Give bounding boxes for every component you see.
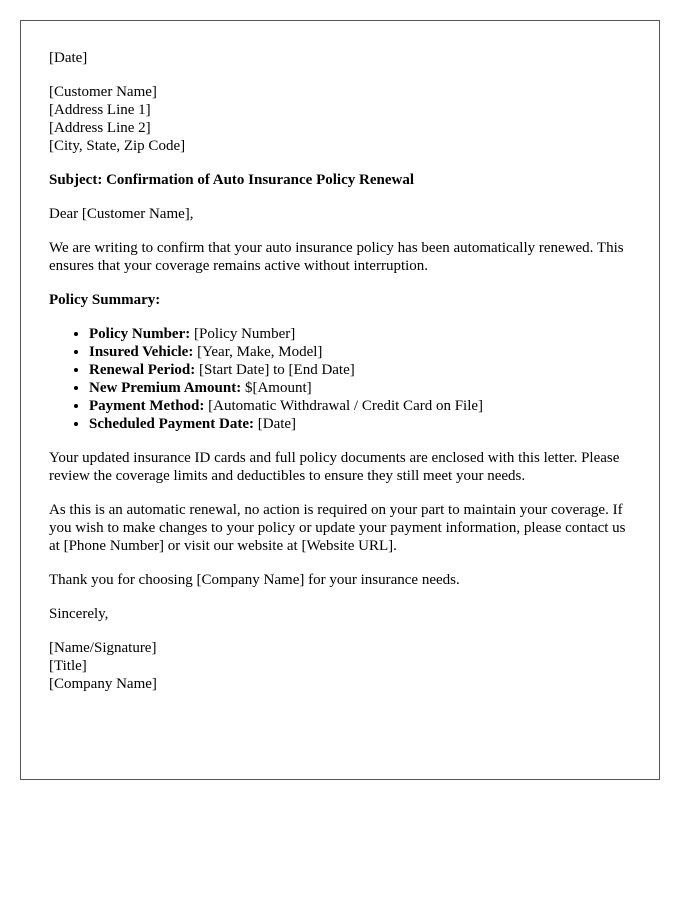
payment-date-label: Scheduled Payment Date: bbox=[89, 416, 254, 432]
signature-name: [Name/Signature] bbox=[49, 640, 157, 656]
intro-paragraph: We are writing to confirm that your auto insurance policy has been automatically renewed. This ensures that your coverage remains active without interruption. bbox=[49, 240, 624, 274]
letter-page bbox=[20, 20, 660, 780]
policy-summary-list bbox=[49, 325, 631, 433]
policy-summary-item bbox=[89, 361, 631, 379]
letter-date: [Date] bbox=[49, 50, 88, 66]
action-paragraph: As this is an automatic renewal, no action is required on your part to maintain your coverage. If you wish to make changes to your policy or update your payment information, please contact us at [Phone Number] or visit our website at [Website URL]. bbox=[49, 502, 626, 554]
policy-summary-item bbox=[89, 325, 631, 343]
recipient-city-state-zip: [City, State, Zip Code] bbox=[49, 138, 186, 154]
policy-summary-item bbox=[89, 379, 631, 397]
renewal-period-value: [Start Date] to [End Date] bbox=[195, 362, 355, 378]
recipient-address bbox=[49, 83, 631, 155]
policy-summary-item bbox=[89, 343, 631, 361]
payment-date-value: [Date] bbox=[254, 416, 297, 432]
policy-number-value: [Policy Number] bbox=[190, 326, 296, 342]
premium-amount-value: $[Amount] bbox=[241, 380, 312, 396]
insured-vehicle-label: Insured Vehicle: bbox=[89, 344, 194, 360]
policy-summary-item bbox=[89, 397, 631, 415]
closing-line: Sincerely, bbox=[49, 606, 109, 622]
insured-vehicle-value: [Year, Make, Model] bbox=[193, 344, 323, 360]
recipient-address-line-2: [Address Line 2] bbox=[49, 120, 151, 136]
payment-method-label: Payment Method: bbox=[89, 398, 205, 414]
signature-title: [Title] bbox=[49, 658, 87, 674]
recipient-name: [Customer Name] bbox=[49, 84, 157, 100]
renewal-period-label: Renewal Period: bbox=[89, 362, 196, 378]
thanks-paragraph: Thank you for choosing [Company Name] for your insurance needs. bbox=[49, 572, 460, 588]
premium-amount-label: New Premium Amount: bbox=[89, 380, 242, 396]
documents-paragraph: Your updated insurance ID cards and full policy documents are enclosed with this letter. Please review the coverage limits and deductibles to ensure they still meet your needs. bbox=[49, 450, 620, 484]
policy-number-label: Policy Number: bbox=[89, 326, 191, 342]
policy-summary-item bbox=[89, 415, 631, 433]
letter-greeting: Dear [Customer Name], bbox=[49, 206, 194, 222]
signature-block bbox=[49, 639, 631, 693]
recipient-address-line-1: [Address Line 1] bbox=[49, 102, 151, 118]
payment-method-value: [Automatic Withdrawal / Credit Card on File] bbox=[204, 398, 484, 414]
policy-summary-heading: Policy Summary: bbox=[49, 292, 161, 308]
letter-subject: Subject: Confirmation of Auto Insurance Policy Renewal bbox=[49, 172, 414, 188]
signature-company: [Company Name] bbox=[49, 676, 157, 692]
